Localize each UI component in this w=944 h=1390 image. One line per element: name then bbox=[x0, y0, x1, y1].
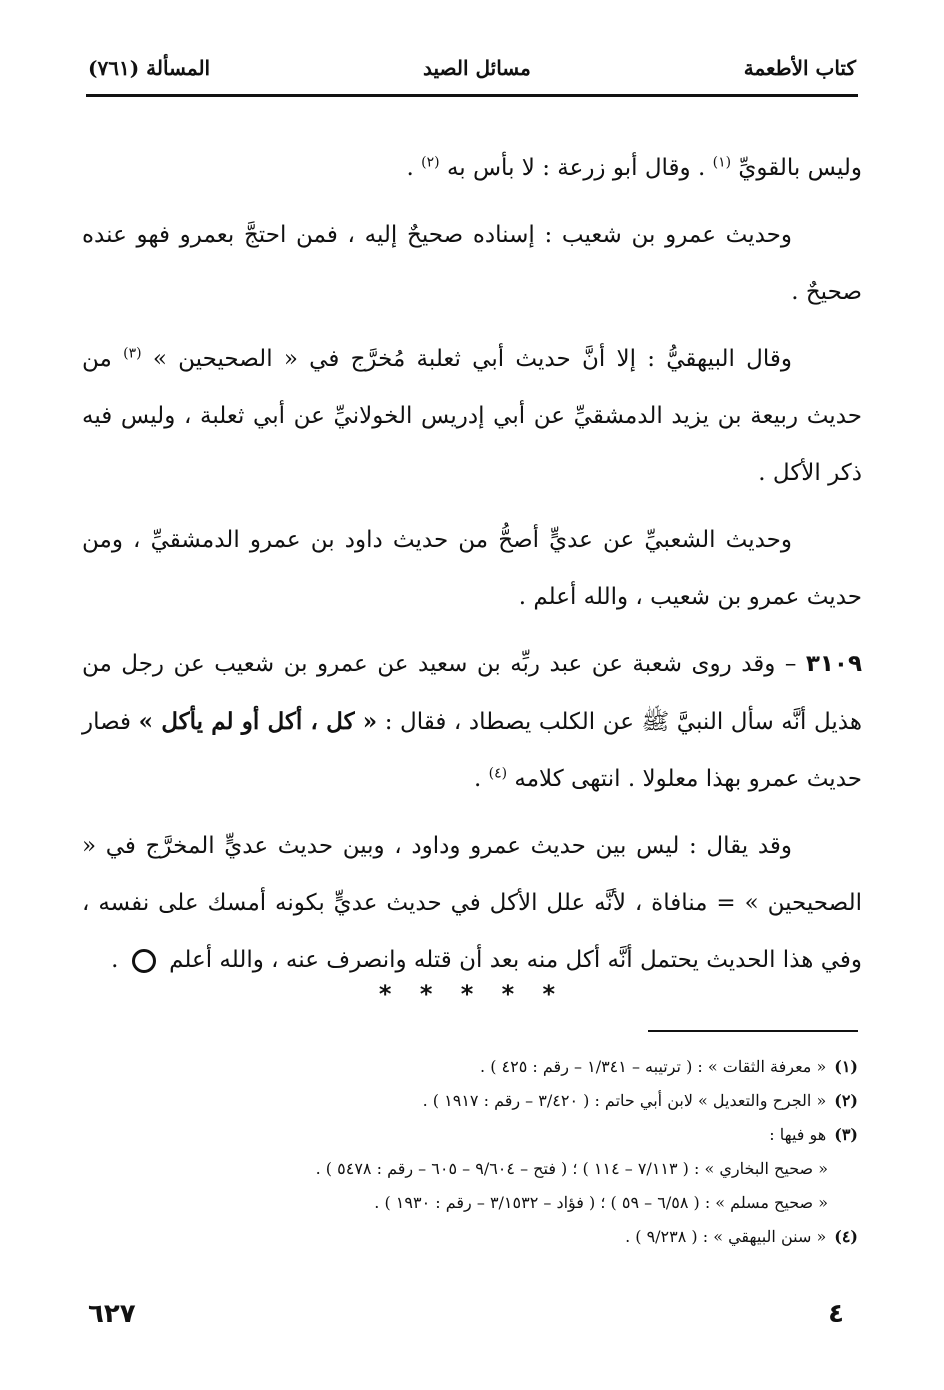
p5-prophetic-quote: « كل ، أكل أو لم يأكل » bbox=[138, 708, 378, 735]
footnotes bbox=[86, 1050, 858, 1254]
section-separator: * * * * * bbox=[378, 980, 566, 1008]
paragraph-3 bbox=[82, 331, 862, 502]
footnote-ref-4: (٤) bbox=[488, 765, 508, 782]
footnote-ref-3: (٣) bbox=[123, 345, 142, 362]
footnote-2 bbox=[86, 1084, 858, 1118]
paragraph-5 bbox=[82, 636, 862, 808]
main-text bbox=[82, 140, 862, 999]
running-header bbox=[88, 48, 856, 88]
footnote-divider bbox=[648, 1030, 858, 1032]
p6-end-period: . bbox=[111, 947, 119, 973]
footnote-3 bbox=[86, 1118, 858, 1152]
footnote-ref-2: (٢) bbox=[421, 154, 440, 171]
footnote-4 bbox=[86, 1220, 858, 1254]
footnote-number: (٢) bbox=[834, 1091, 858, 1110]
volume-number: ٤ bbox=[828, 1299, 844, 1329]
paragraph-1 bbox=[82, 140, 862, 197]
footnote-text: « الجرح والتعديل » لابن أبي حاتم : ( ٣/٤٢٠ – رقم : ١٩١٧ ) . bbox=[422, 1091, 827, 1110]
footnote-number: (٣) bbox=[834, 1125, 858, 1144]
footnote-text: « صحيح مسلم » : ( ٦/٥٨ – ٥٩ ) ؛ ( فؤاد – ٣/١٥٣٢ – رقم : ١٩٣٠ ) . bbox=[374, 1193, 828, 1212]
footnote-text: هو فيها : bbox=[769, 1125, 827, 1144]
p6-text: وقد يقال : ليس بين حديث عمرو وداود ، وبين حديث عديٍّ المخرَّج في « الصحيحين » = منافاة ، لأنَّه علل الأكل في حديث عديٍّ بكونه أمسك على نفسه ، وفي هذا الحديث يحتمل أنَّه أكل منه بعد أن قتله وانصرف عنه ، والله أعلم bbox=[82, 833, 862, 973]
footnote-number: (٤) bbox=[834, 1227, 858, 1246]
p1-text-c: . bbox=[406, 155, 414, 181]
end-circle-icon bbox=[132, 949, 156, 973]
p5-text-a: – وقد روى شعبة عن عبد ربِّه بن سعيد عن عمرو بن شعيب عن رجل من هذيل أنَّه سأل النبيَّ ﷺ عن الكلب يصطاد ، فقال : bbox=[82, 651, 862, 735]
header-divider bbox=[86, 94, 858, 97]
footnote-3-bukhari bbox=[86, 1152, 858, 1186]
footnote-text: « صحيح البخاري » : ( ٧/١١٣ – ١١٤ ) ؛ ( فتح – ٩/٦٠٤ – ٦٠٥ – رقم : ٥٤٧٨ ) . bbox=[315, 1159, 828, 1178]
footnote-1 bbox=[86, 1050, 858, 1084]
paragraph-2: وحديث عمرو بن شعيب : إسناده صحيحٌ إليه ، فمن احتجَّ بعمرو فهو عنده صحيحٌ . bbox=[82, 222, 862, 305]
header-book-title: كتاب الأطعمة bbox=[743, 56, 856, 80]
footnote-number: (١) bbox=[834, 1057, 858, 1076]
paragraph-4: وحديث الشعبيِّ عن عديٍّ أصحُّ من حديث داود بن عمرو الدمشقيِّ ، ومن حديث عمرو بن شعيب ، والله أعلم . bbox=[82, 527, 862, 610]
p5-text-c: . bbox=[473, 766, 482, 792]
paragraph-6 bbox=[82, 818, 862, 989]
header-issue-number: المسألة (٧٦١) bbox=[88, 56, 211, 80]
footnote-text: « معرفة الثقات » : ( ترتيبه – ١/٣٤١ – رقم : ٤٢٥ ) . bbox=[480, 1057, 827, 1076]
hadith-number: ٣١٠٩ bbox=[805, 651, 863, 677]
p3-text-b: من حديث ربيعة بن يزيد الدمشقيِّ عن أبي إدريس الخولانيِّ عن أبي ثعلبة ، وليس فيه ذكر الأكل . bbox=[82, 346, 862, 486]
p5-text-b: فصار حديث عمرو بهذا معلولا . انتهى كلامه bbox=[82, 709, 862, 792]
footnote-3-muslim bbox=[86, 1186, 858, 1220]
p1-text-a: وليس بالقويِّ bbox=[738, 155, 862, 181]
footnote-ref-1: (١) bbox=[712, 154, 732, 171]
footnote-text: « سنن البيهقي » : ( ٩/٢٣٨ ) . bbox=[625, 1227, 827, 1246]
p3-text-a: وقال البيهقيُّ : إلا أنَّ حديث أبي ثعلبة مُخرَّج في « الصحيحين » bbox=[152, 346, 793, 372]
page-footer bbox=[88, 1296, 844, 1332]
header-chapter-title: مسائل الصيد bbox=[422, 56, 531, 80]
p1-text-b: . وقال أبو زرعة : لا بأس به bbox=[446, 155, 706, 181]
page-number: ٦٢٧ bbox=[88, 1299, 136, 1329]
